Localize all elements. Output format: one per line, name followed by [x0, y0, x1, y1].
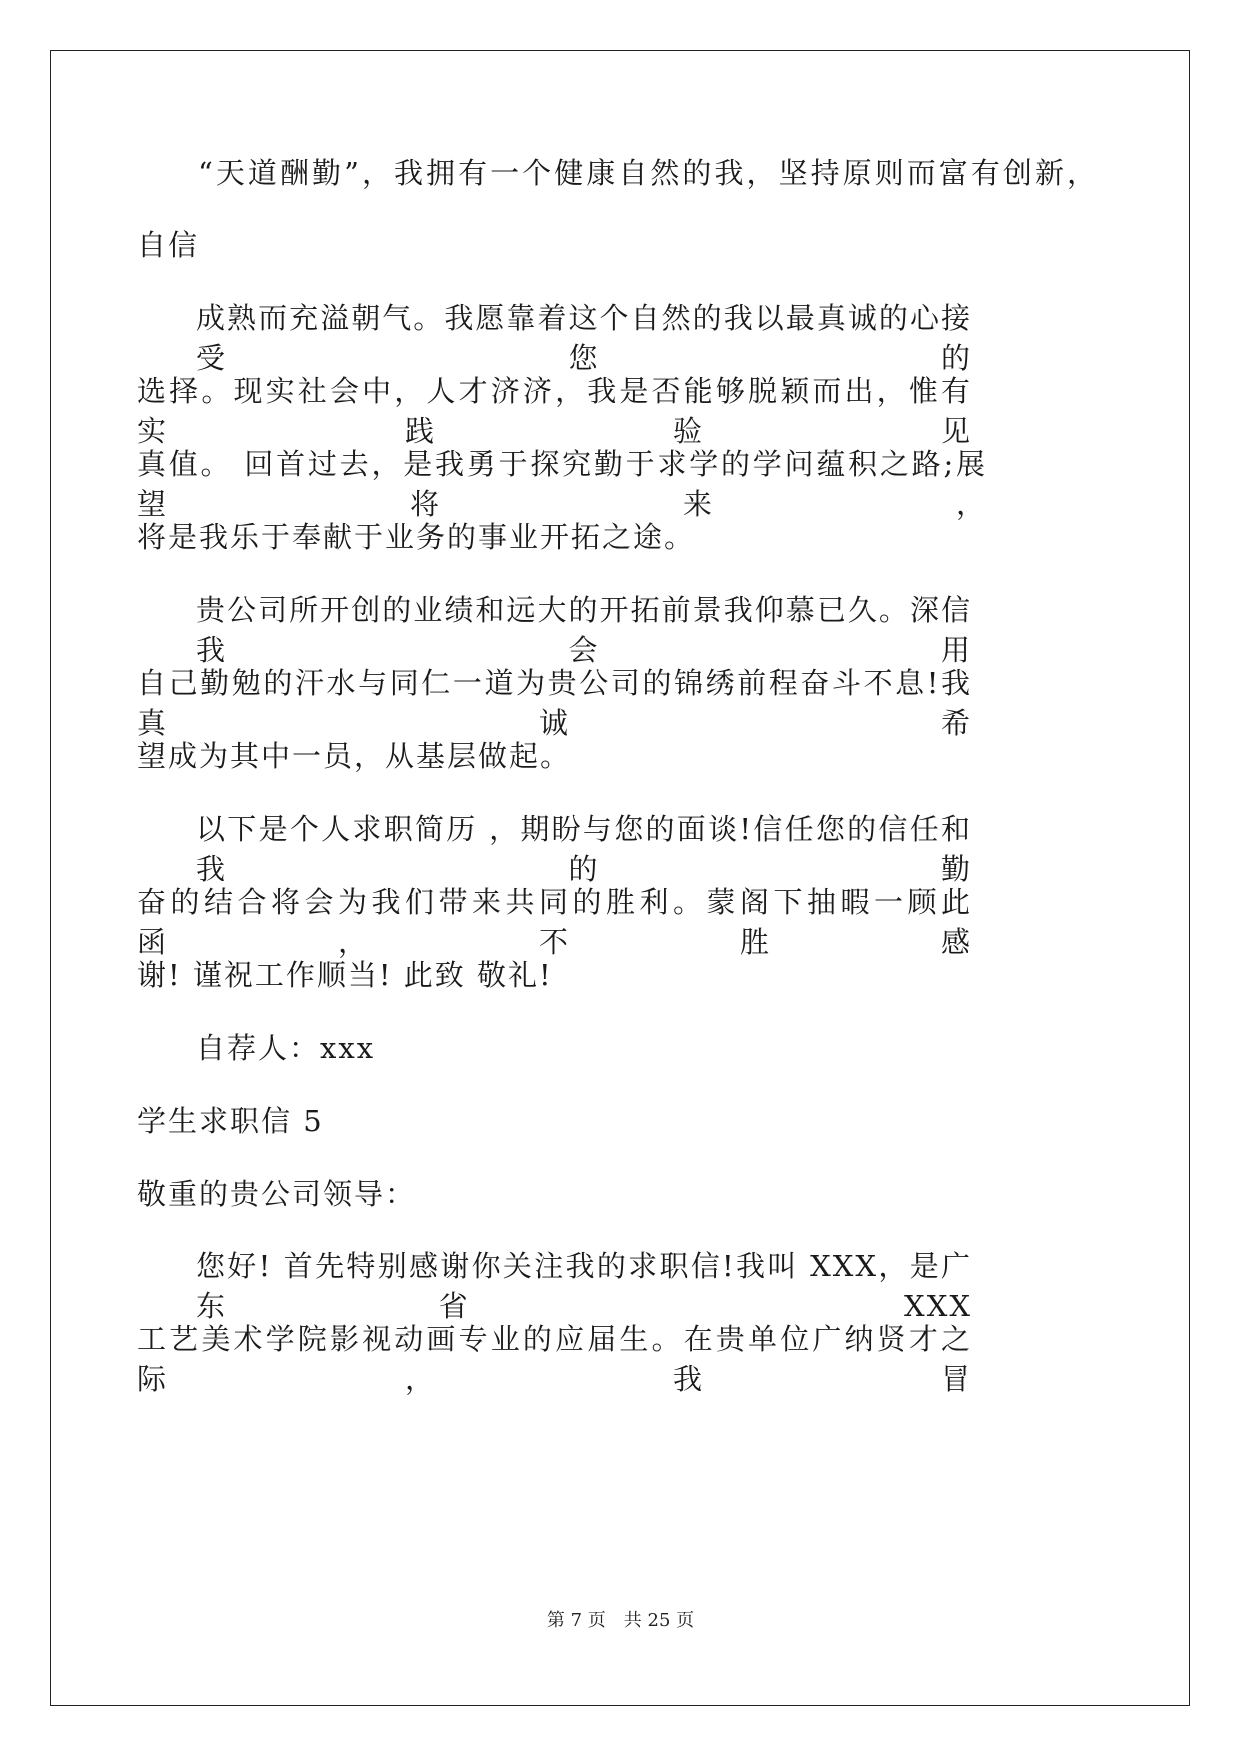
body-line-3: 成熟而充溢朝气。我愿靠着这个自然的我以最真诚的心接受您的 — [196, 301, 972, 375]
body-line-2: 自信 — [137, 228, 200, 262]
body-line-5: 真值。 回首过去，是我勇于探究勤于求学的学问蕴积之路;展望将来， — [137, 447, 987, 521]
page-total: 共 25 页 — [623, 1610, 695, 1631]
page-footer — [0, 1609, 1241, 1633]
signature-line: 自荐人：xxx — [196, 1031, 376, 1065]
page-number: 第 7 页 — [546, 1610, 606, 1631]
body-line-9: 望成为其中一员，从基层做起。 — [137, 739, 572, 773]
body-line-12: 谢! 谨祝工作顺当! 此致 敬礼! — [137, 958, 553, 992]
body-line-11: 奋的结合将会为我们带来共同的胜利。蒙阁下抽暇一顾此函，不胜感 — [137, 885, 972, 959]
body-line-10: 以下是个人求职简历 ，期盼与您的面谈!信任您的信任和我的勤 — [196, 812, 972, 886]
body-line-7: 贵公司所开创的业绩和远大的开拓前景我仰慕已久。深信我会用 — [196, 593, 972, 667]
section-heading: 学生求职信 5 — [137, 1104, 324, 1138]
salutation: 敬重的贵公司领导： — [137, 1177, 417, 1211]
body-line-4: 选择。现实社会中，人才济济，我是否能够脱颖而出，惟有实践验见 — [137, 374, 972, 448]
body-line-17: 工艺美术学院影视动画专业的应届生。在贵单位广纳贤才之际，我冒 — [137, 1322, 972, 1396]
body-line-16: 您好! 首先特别感谢你关注我的求职信!我叫 XXX，是广东省 XXX — [196, 1249, 972, 1323]
body-line-6: 将是我乐于奉献于业务的事业开拓之途。 — [137, 520, 696, 554]
body-line-1: “天道酬勤”，我拥有一个健康自然的我，坚持原则而富有创新， — [198, 156, 1098, 190]
body-line-8: 自己勤勉的汗水与同仁一道为贵公司的锦绣前程奋斗不息!我真诚希 — [137, 666, 972, 740]
